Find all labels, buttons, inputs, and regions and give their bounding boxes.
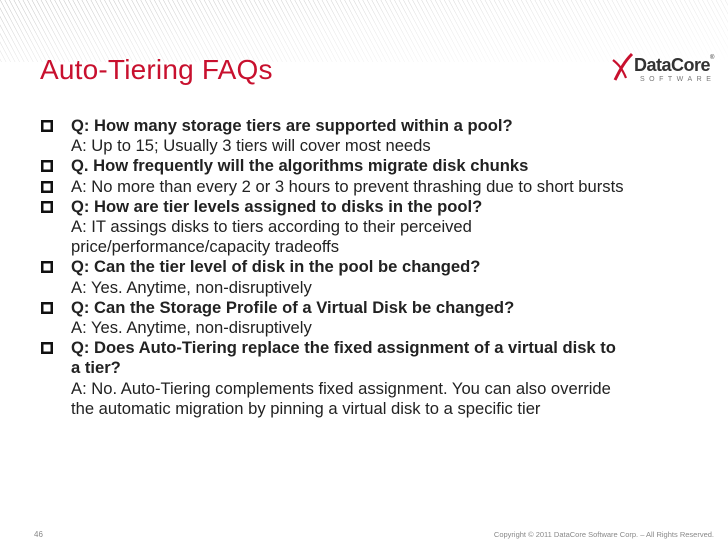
faq-answer-line: price/performance/capacity tradeoffs bbox=[71, 237, 340, 257]
square-bullet-icon bbox=[41, 302, 53, 314]
faq-item bbox=[40, 156, 700, 176]
faq-question-line: a tier? bbox=[71, 358, 121, 378]
square-bullet-icon bbox=[41, 160, 53, 172]
logo-wordmark: DataCore® bbox=[634, 55, 714, 75]
faq-answer-line: the automatic migration by pinning a virtual disk to a specific tier bbox=[71, 398, 541, 418]
square-bullet-icon bbox=[41, 201, 53, 213]
square-bullet-icon bbox=[41, 181, 53, 193]
copyright-notice: Copyright © 2011 DataCore Software Corp. – All Rights Reserved. bbox=[493, 530, 714, 539]
faq-answer-line: A: No more than every 2 or 3 hours to prevent thrashing due to short bursts bbox=[71, 176, 624, 196]
square-bullet-icon bbox=[41, 342, 53, 354]
faq-question-line: Q: How many storage tiers are supported within a pool? bbox=[71, 116, 513, 135]
faq-item bbox=[40, 338, 700, 419]
faq-question-line: Q: Can the tier level of disk in the pool be changed? bbox=[71, 257, 481, 277]
faq-item bbox=[40, 257, 700, 297]
faq-item bbox=[40, 298, 700, 338]
square-bullet-icon bbox=[41, 120, 53, 132]
faq-answer-line: A: No. Auto-Tiering complements fixed assignment. You can also override bbox=[71, 378, 611, 398]
faq-answer-line: A: Yes. Anytime, non-disruptively bbox=[71, 277, 312, 297]
slide-title: Auto-Tiering FAQs bbox=[40, 54, 273, 85]
faq-answer-line: A: Yes. Anytime, non-disruptively bbox=[71, 318, 312, 338]
datacore-logo-mark-icon bbox=[612, 52, 634, 82]
faq-item bbox=[40, 116, 700, 156]
faq-question-line: Q: How are tier levels assigned to disks in the pool? bbox=[71, 196, 483, 216]
faq-answer-line: A: IT assings disks to tiers according to their perceived bbox=[71, 217, 472, 237]
logo-trademark: ® bbox=[710, 55, 714, 61]
faq-list bbox=[40, 116, 700, 419]
faq-item bbox=[40, 177, 700, 197]
faq-answer-line: A: Up to 15; Usually 3 tiers will cover most needs bbox=[71, 136, 431, 156]
page-number: 46 bbox=[34, 530, 43, 539]
faq-question-line: Q: Does Auto-Tiering replace the fixed assignment of a virtual disk to bbox=[71, 338, 616, 358]
faq-question-line: Q. How frequently will the algorithms migrate disk chunks bbox=[71, 156, 529, 176]
faq-question-line: Q: Can the Storage Profile of a Virtual Disk be changed? bbox=[71, 297, 515, 317]
faq-item bbox=[40, 197, 700, 258]
logo-subtitle: SOFTWARE bbox=[640, 76, 716, 83]
square-bullet-icon bbox=[41, 261, 53, 273]
datacore-logo bbox=[612, 52, 716, 92]
